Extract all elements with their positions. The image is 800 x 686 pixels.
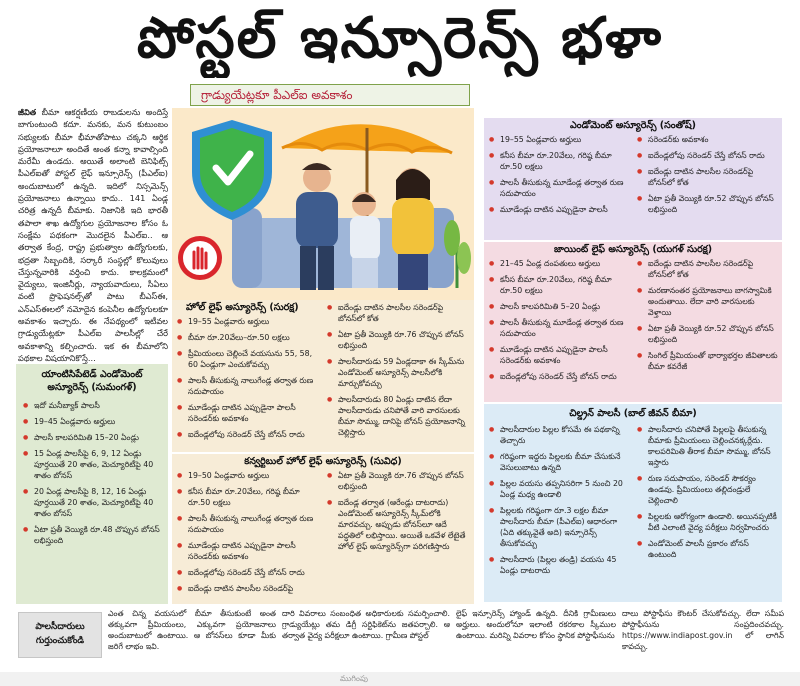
- list-item: ● ఇదో మనీబ్యాక్ పాలసీ: [22, 400, 162, 411]
- list-item: ● పాలసీ తీసుకున్న నాలుగేండ్ల తర్వాత రుణ సదుపాయం: [176, 375, 320, 397]
- list-item: ● పిల్లలకు ఆరోగ్యంగా ఉండాలి. అయినప్పటికీ వీటి ఎలాంటి వైద్య పరీక్షలు నిర్వహించరు: [636, 511, 778, 533]
- list-item: ● పాలసీ తీసుకున్న మూడేండ్ల తర్వాత రుణ సదుపాయం: [488, 317, 630, 339]
- joint-life-box: [484, 240, 782, 402]
- list-item: ● మూడేండ్లు దాటిన ఎప్పుడైనా పాలసీ సరెండర్‌కు అవకాశం: [488, 344, 630, 366]
- whole-life-list-left: [176, 316, 320, 445]
- list-item: ● పాలసీదారుడు 59 ఏండ్లదాకా ఈ స్కీమ్‌ను ఎండోమెంట్ అస్యూరెన్స్ పాలసీలోకి మార్చుకోవచ్చు: [326, 356, 470, 389]
- footer-col-1: ఎంత చిన్న వయసులో బీమా తీసుకుంటే అంత తక్కువగా ప్రీమియంలు, ఎక్కువగా ప్రయోజనాలు అందుబాటులో ఉంటాయి. ఆ బోనస్‌లు కూడా మీకు జరిగే లాభం ఇవి.: [108, 609, 276, 651]
- list-item: ● పాలసీదారుల పిల్లల కోసమే ఈ పథకాన్ని తెచ్చారు: [488, 424, 630, 446]
- list-item: ● ఐదేండ్లలోపు సరెండర్ చేస్తే బోనస్ రాదు: [176, 429, 320, 440]
- list-item: ● ఐదేండ్లలోపు సరెండర్ చేస్తే బోనస్ రాదు: [636, 150, 778, 161]
- list-item: ● ఏటా ప్రతీ వెయ్యికి రూ.76 చొప్పున బోనస్ లభిస్తుంది: [326, 329, 470, 351]
- santosh-title: ఎండోమెంట్ అస్యూరెన్స్ (సంతోష్): [570, 120, 696, 131]
- list-item: ● పాలసీ తీసుకున్న నాలుగేండ్ల తర్వాత రుణ సదుపాయం: [176, 513, 320, 535]
- bottom-strip-text: ముగింపు: [340, 674, 368, 683]
- santosh-list-right: [636, 134, 778, 220]
- footer-col-4: దాలు పోస్టాఫీసు కౌంటర్ చేసుకోవచ్చు. లేదా సమీప పోస్టాఫీసును సంప్రదించవచ్చు. https://www.indiapost.gov.in లో లాగిన్ కావచ్చు.: [622, 609, 784, 651]
- joint-life-list-left: [488, 258, 630, 387]
- sumangal-box: [16, 364, 168, 604]
- children-list-left: [488, 424, 630, 581]
- whole-life-list-right: [326, 302, 470, 445]
- list-item: ● ఐదేండ్లు దాటిన పాలసీల సరెండర్‌పై బోనస్‌లో కోత: [326, 302, 470, 324]
- list-item: ● సరెండర్‌కు అవకాశం: [636, 134, 778, 145]
- santosh-list-left: [488, 134, 630, 220]
- list-item: ● ఐదేండ్లు దాటిన పాలసీల సరెండర్‌పై బోనస్‌లో కోత: [636, 166, 778, 188]
- list-item: ● మూడేండ్లు దాటిన ఎప్పుడైనా పాలసీ: [488, 204, 630, 215]
- family-illustration: [172, 108, 474, 300]
- family-umbrella-illustration: [172, 108, 474, 300]
- joint-life-title: జాయింట్ లైఫ్ అస్యూరెన్స్ (యుగళ్ సురక్ష): [553, 244, 713, 255]
- list-item: ● రుణ సదుపాయం, సరెండర్ సౌకర్యం ఉండవు. ప్రీమియంలు తల్లిదండ్రులే చెల్లించాలి: [636, 473, 778, 506]
- list-item: ● పాలసీదారు చనిపోతే పిల్లలపై తీసుకున్న బీమాకు ప్రీమియంలు చెల్లించనక్కర్లేదు. కాలపరిమితి తీరాక బీమా సొమ్ము, బోనస్ ఇస్తారు: [636, 424, 778, 468]
- convertible-list-left: [176, 470, 320, 599]
- children-policy-title: చిల్డ్రన్ పాలసీ (బాల్ జీవన్ బీమా): [569, 408, 697, 419]
- list-item: ● 19–55 ఏండ్లవారు అర్హులు: [176, 316, 320, 327]
- headline: పోస్టల్ ఇన్సూరెన్స్ భళా: [136, 6, 664, 71]
- footer-label-box: [18, 612, 102, 658]
- convertible-title: కన్వర్టిబుల్ హోల్ లైఫ్ అస్యూరెన్స్ (సువిధ): [244, 456, 402, 467]
- list-item: ● పాలసీ తీసుకున్న మూడేండ్ల తర్వాత రుణ సదుపాయం: [488, 177, 630, 199]
- children-list-right: [636, 424, 778, 581]
- list-item: ● 15 ఏండ్ల పాలసీపై 6, 9, 12 ఏండ్లు పూర్తయితే 20 శాతం, మెచ్యూరిటీపై 40 శాతం బోనస్: [22, 448, 162, 481]
- list-item: ● ఐదేండ్లు దాటిన పాలసీల సరెండర్‌పై: [176, 583, 320, 594]
- list-item: ● ఐదేండ్ల తర్వాత (ఆరేండ్లు దాటరాదు) ఎండోమెంట్ అస్యూరెన్స్ స్కీమ్‌లోకి మారవచ్చు. అప్పుడు బోనస్‌లూ ఆదే పద్ధతిలో లభిస్తాయి. అయితే ఒకవేళ లేటైతే హోల్ లైఫ్ అస్యూరెన్స్‌గా పరిగణిస్తారు: [326, 497, 470, 552]
- intro-lead-word: జీవిత: [18, 107, 37, 117]
- list-item: ● పాలసీదారు (పిల్లల తండ్రి) వయసు 45 ఏండ్లు దాటరాదు: [488, 554, 630, 576]
- list-item: ● మూడేండ్లు దాటిన ఎప్పుడైనా పాలసీ సరెండర్‌కు అవకాశం: [176, 540, 320, 562]
- list-item: ● కనీస బీమా రూ.20వేలు, గరిష్ఠ బీమా రూ.50 లక్షలు: [176, 486, 320, 508]
- list-item: ● 19–55 ఏండ్లవారు అర్హులు: [488, 134, 630, 145]
- list-item: ● గరిష్ఠంగా ఇద్దరు పిల్లలకు బీమా చేసుకునే వెసులుబాటు ఉన్నది: [488, 451, 630, 473]
- list-item: ● కనీస బీమా రూ.20వేలు, గరిష్ఠ బీమా రూ.50 లక్షలు: [488, 150, 630, 172]
- whole-life-box: [172, 300, 474, 452]
- list-item: ● ఏటా ప్రతీ వెయ్యికి రూ.52 చొప్పున బోనస్ లభిస్తుంది: [636, 193, 778, 215]
- santosh-box: [484, 118, 782, 240]
- list-item: ● పాలసీ కాలపరిమితి 5–20 ఏండ్లు: [488, 301, 630, 312]
- list-item: ● ఎండోమెంట్ పాలసీ ప్రకారం బోనస్ ఉంటుంది: [636, 538, 778, 560]
- list-item: ● ఐదేండ్లలోపు సరెండర్ చేస్తే బోనస్ రాదు: [176, 567, 320, 578]
- whole-life-title: హోల్ లైఫ్ అస్యూరెన్స్ (సురక్ష): [186, 302, 299, 313]
- list-item: ● ఏటా ప్రతీ వెయ్యికి రూ.52 చొప్పున బోనస్ లభిస్తుంది: [636, 323, 778, 345]
- children-policy-box: [484, 404, 782, 602]
- list-item: ● కనీస బీమా రూ.20వేలు, గరిష్ఠ బీమా రూ.50 లక్షలు: [488, 274, 630, 296]
- list-item: ● పాలసీ కాలపరిమితి 15–20 ఏండ్లు: [22, 432, 162, 443]
- list-item: ● 19–50 ఏండ్లవారు అర్హులు: [176, 470, 320, 481]
- footer-col-2: దారి వివరాలు సంబంధిత అధికారులకు సమర్పించాలి. గ్రాడ్యుయేట్లు తమ డిగ్రీ సర్టిఫికెట్‌ను జతపర్చాలి. ఆ తర్వాత వైద్య పరీక్షలూ ఉంటాయి. గ్రామీణ పోస్టల్: [282, 609, 450, 640]
- list-item: ● పిల్లల వయసు తప్పనిసరిగా 5 నుంచి 20 ఏండ్ల మధ్య ఉండాలి: [488, 478, 630, 500]
- footer-col-3: లైఫ్ ఇన్సూరెన్స్ హ్యాండ్ ఉన్నది. దీనికి గ్రామీణులు అర్హులు. అందులోనూ ఇలాంటి రకరకాల స్కీముల ఉంటాయి. మరిన్ని వివరాల కోసం స్థానిక పోస్టాఫీసును: [456, 609, 616, 640]
- sumangal-list: [22, 400, 162, 546]
- list-item: ● పాలసీదారుడు 80 ఏండ్లు దాటిన లేదా పాలసీదారుడు చనిపోతే వారి వారసులకు బీమా సొమ్ము, దానిపై బోనస్ ప్రయోజనాన్ని చెల్లిస్తారు: [326, 394, 470, 438]
- joint-life-list-right: [636, 258, 778, 387]
- list-item: ● మూడేండ్లు దాటిన ఎప్పుడైనా పాలసీ సరెండర్‌కు అవకాశం: [176, 402, 320, 424]
- list-item: ● ఐదేండ్లలోపు సరెండర్ చేస్తే బోనస్ రాదు: [488, 371, 630, 382]
- list-item: ● బీమా రూ.20వేలు–రూ.50 లక్షలు: [176, 332, 320, 343]
- convertible-box: [172, 452, 474, 604]
- list-item: ● 21–45 ఏండ్ల దంపతులు అర్హులు: [488, 258, 630, 269]
- list-item: ● ప్రీమియంలు చెల్లించే వయసును 55, 58, 60 ఏండ్లుగా ఎంచుకోవచ్చు: [176, 348, 320, 370]
- list-item: ● 20 ఏండ్ల పాలసీపై 8, 12, 16 ఏండ్లు పూర్తయితే 20 శాతం, మెచ్యూరిటీపై 40 శాతం బోనస్: [22, 486, 162, 519]
- list-item: ● సింగిల్ ప్రీమియంతో భార్యాభర్తల జీవితాలకు బీమా కవరేజీ: [636, 350, 778, 372]
- list-item: ● ఐదేండ్లు దాటిన పాలసీల సరెండర్‌పై బోనస్‌లో కోత: [636, 258, 778, 280]
- convertible-list-right: [326, 470, 470, 599]
- intro-text: [18, 106, 168, 364]
- bottom-strip: [0, 672, 800, 686]
- list-item: ● ఏటా ప్రతీ వెయ్యికి రూ.76 చొప్పున బోనస్ లభిస్తుంది: [326, 470, 470, 492]
- list-item: ● 19–45 ఏండ్లవారు అర్హులు: [22, 416, 162, 427]
- sumangal-title: యాంటిసిపేటెడ్ ఎండోమెంట్ అస్యూరెన్స్ (సుమంగళ్): [41, 369, 143, 393]
- list-item: ● ఏటా ప్రతీ వెయ్యికి రూ.48 చొప్పున బోనస్ లభిస్తుంది: [22, 524, 162, 546]
- intro-body: బీమా ఆకర్షణీయ రాబడులను అందిస్తే బాగుంటుంది కదూ. మనకు, మన కుటుంబం సభ్యులకు బీమా భీమాతోపాటు చక్కని ఆర్థిక ప్రయోజనాలూ అందితే అంత కన్నా కావాల్సింది మరేమీ ఉండదు. అయితే అలాంటి బెనిఫిట్స్ పీఎల్ఐతో పోస్టల్ లైఫ్ ఇన్సూరెన్స్ (పీఎల్ఐ) అందుబాటులో ఉన్నది. ఇదిలో నిస్సమెన్స్ ప్రయోజనాలు ఉన్నాయి కాదు.. 141 ఏండ్ల చరిత్ర ఉన్నదీ బీమాకు. నిజానికి ఇది భారతీ తపాలా శాఖ ఉద్యోగుల ప్రయోజనాల కోసం ఓ సంక్షేమ పథకంగా మొదలైన పీఎల్ఐ.. ఆ తర్వాత కేంద్ర, రాష్ట్ర ప్రభుత్వాల ఉద్యోగులకు, భద్రతా సిబ్బందికి, సర్కారీ సంస్థల్లో కొలువులు చేస్తున్నవారికి వర్తించి కాదు. కాలక్రమంలో వైద్యులు, ఇంజినీర్లు, న్యాయవాదులు, సీఏలు వంటి ప్రొఫెషనల్స్‌తో పాటు బీఎస్ఈ, ఎన్ఎస్ఈలలో నమోదైన కంపెనీల ఉద్యోగులకూ అవకాశం ఇచ్చారు. ఈ నేపథ్యంలో ఇటీవల గ్రాడ్యుయేట్లకూ పీఎల్ఐ పాలసీల్లో చేరే అవకాశాన్ని కల్పించారు. ఇక ఈ బీమాలోని పథకాల విషయానికొస్తే...: [18, 107, 168, 363]
- list-item: ● మరణానంతర ప్రయోజనాలు బాగస్వామికి అందుతాయి. లేదా వారి వారసులకు వెళ్తాయి: [636, 285, 778, 318]
- list-item: ● పిల్లలకు గరిష్ఠంగా రూ.3 లక్షల బీమా పాలసీదారు బీమా (పీఎల్ఐ) ఆధారంగా (ఏది తక్కువైతే అది) ఇన్సూరెన్స్ తీసుకోవచ్చు: [488, 505, 630, 549]
- subheadline: గ్రాడ్యుయేట్లకూ పీఎల్ఐ అవకాశం: [190, 84, 470, 106]
- footer-label: పాలసీదారులు గుర్తుంచుకోండి: [35, 622, 85, 646]
